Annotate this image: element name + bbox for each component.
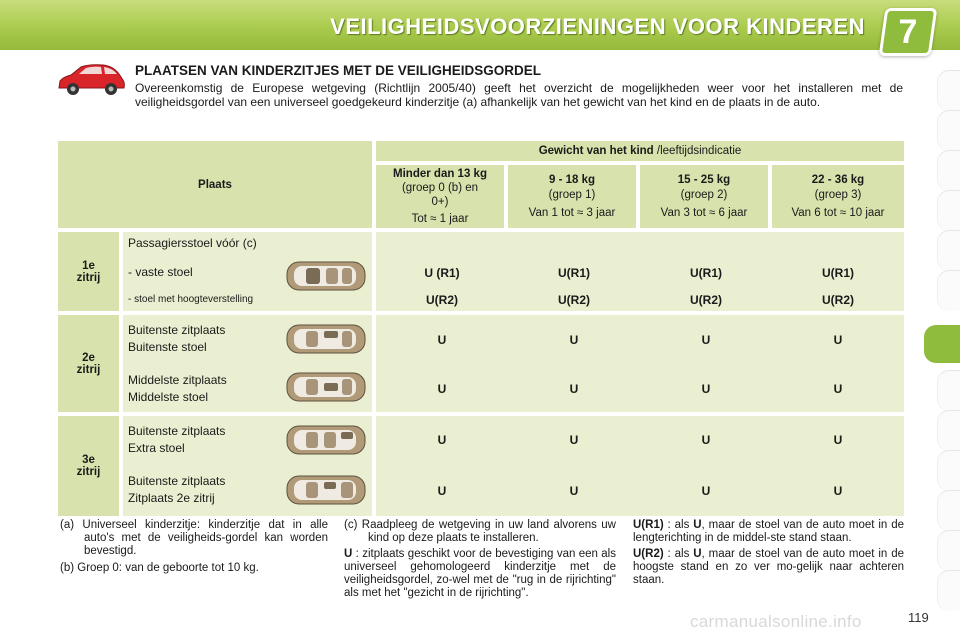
cell-value: U: [437, 433, 447, 447]
column-header-group0: [376, 165, 504, 228]
row-seats-1: [123, 232, 372, 311]
footnote-r2-text: , maar de stoel van de auto moet in de hoogste stand en zo ver mo-gelijk naar achteren staan.: [633, 548, 905, 586]
row-label-line: 3e: [82, 454, 95, 466]
footnote-r2: [633, 548, 904, 587]
cell-value: U: [833, 382, 843, 396]
footnote-r2-mid: : als: [663, 548, 694, 560]
cell-value: U: [569, 433, 579, 447]
footnote-u-term: U: [344, 548, 353, 560]
seat-position: Passagiersstoel vóór (c): [128, 236, 257, 250]
row-values-3: [376, 416, 904, 516]
chapter-tab[interactable]: [937, 490, 960, 531]
cell-value: U(R2): [690, 293, 722, 307]
footnote-r1-mid: : als: [663, 519, 694, 531]
cell-value: U: [701, 382, 711, 396]
seat-position: Buitenste zitplaats: [128, 323, 226, 337]
column-age: Tot ≈ 1 jaar: [411, 213, 469, 225]
seat-option: Buitenste stoel: [128, 340, 207, 354]
seat-position: Buitenste zitplaats: [128, 424, 226, 438]
cell-value: U(R1): [690, 266, 722, 280]
row-label-3: [58, 416, 119, 516]
chapter-tab[interactable]: [937, 370, 960, 411]
cell-value: U: [833, 484, 843, 498]
weight-header-normal: /leeftijdsindicatie: [653, 145, 742, 157]
column-group: (groep 2): [680, 188, 728, 201]
footnote-u-text: : zitplaats geschikt voor de bevestiging van een als universeel gehomologeerd kinderzitje met de veiligheidsgordel, zo-wel met de "rug in de rijrichting" als met het "gezicht in de rijrichting".: [344, 548, 616, 599]
cell-value: U(R1): [558, 266, 590, 280]
chapter-number: 7: [898, 13, 918, 51]
cell-value: U: [833, 333, 843, 347]
column-age: Van 3 tot ≈ 6 jaar: [660, 206, 748, 219]
car-side-icon: [55, 62, 127, 98]
cell-value: U: [701, 433, 711, 447]
cell-value: U(R2): [426, 293, 458, 307]
cell-value: U (R1): [424, 266, 460, 280]
column-group: (groep 0 (b) en 0+): [401, 182, 479, 208]
car-seat-topview-icon: [286, 472, 366, 508]
footnote-r1-term: U(R1): [633, 519, 664, 531]
car-seat-topview-icon: [286, 258, 366, 294]
cell-value: U: [437, 484, 447, 498]
chapter-tab[interactable]: [937, 190, 960, 231]
chapter-tab[interactable]: [937, 270, 960, 311]
column-weight: Minder dan 13 kg: [393, 168, 487, 180]
cell-value: U: [701, 484, 711, 498]
footnote-r1-text: , maar de stoel van de auto moet in de lengterichting in de middel-ste stand staan.: [633, 519, 905, 544]
chapter-tab[interactable]: [937, 150, 960, 191]
page-number: 119: [908, 610, 929, 625]
column-header-group2: [640, 165, 768, 228]
column-age: Van 6 tot ≈ 10 jaar: [791, 206, 885, 219]
row-label-line: zitrij: [76, 363, 101, 376]
column-weight: 22 - 36 kg: [811, 173, 865, 186]
watermark: carmanualsonline.info: [690, 612, 862, 631]
footnote-r1: [633, 519, 904, 545]
seat-option: Extra stoel: [128, 441, 185, 455]
cell-value: U(R2): [558, 293, 590, 307]
child-seat-table: [58, 141, 904, 516]
row-values-1: [376, 232, 904, 311]
cell-value: U: [437, 382, 447, 396]
row-values-2: [376, 315, 904, 412]
column-group: (groep 1): [548, 188, 596, 201]
chapter-tab[interactable]: [937, 110, 960, 151]
cell-value: U: [833, 433, 843, 447]
footnote-b: (b) Groep 0: van de geboorte tot 10 kg.: [60, 562, 259, 574]
row-label-line: 1e: [82, 259, 95, 272]
chapter-tab[interactable]: [937, 570, 960, 611]
seat-option: - vaste stoel: [128, 265, 193, 279]
column-weight: 15 - 25 kg: [677, 173, 731, 186]
row-label-line: zitrij: [76, 466, 101, 478]
chapter-tabs: [930, 70, 960, 630]
footnote-a: (a) Universeel kinderzitje: kinderzitje dat in alle auto's met de veiligheids-gordel kan worden bevestigd.: [60, 519, 328, 557]
intro-paragraph: Overeenkomstig de Europese wetgeving (Richtlijn 2005/40) geeft het overzicht de mogelijkheden weer voor het installeren met de veiligheidsgordel van een universeel goedgekeurd kinderzitje (a) afhankelijk van het gewicht van het kind en de plaats in de auto.: [135, 81, 903, 109]
weight-header-bold: Gewicht van het kind: [538, 145, 654, 157]
row-label-line: 2e: [82, 351, 95, 364]
seat-position: Middelste zitplaats: [128, 373, 227, 387]
column-weight: 9 - 18 kg: [548, 173, 596, 186]
chapter-badge: [879, 8, 938, 56]
footnote-column-2: [344, 519, 616, 600]
row-label-line: zitrij: [76, 271, 101, 284]
cell-value: U: [701, 333, 711, 347]
cell-value: U: [437, 333, 447, 347]
row-label-1: [58, 232, 119, 311]
footnote-c: (c) Raadpleeg de wetgeving in uw land alvorens uw kind op deze plaats te installeren.: [344, 519, 616, 544]
footnote-r2-term: U(R2): [633, 548, 664, 560]
chapter-tab-active[interactable]: [924, 325, 960, 363]
car-seat-topview-icon: [286, 321, 366, 357]
car-seat-topview-icon: [286, 369, 366, 405]
footnote-column-1: [60, 519, 328, 575]
footnote-column-3: [633, 519, 904, 587]
cell-value: U: [569, 382, 579, 396]
seat-position: Buitenste zitplaats: [128, 474, 226, 488]
car-seat-topview-icon: [286, 422, 366, 458]
cell-value: U: [569, 333, 579, 347]
seat-option: - stoel met hoogteverstelling: [128, 294, 254, 305]
chapter-tab[interactable]: [937, 70, 960, 111]
section-title: PLAATSEN VAN KINDERZITJES MET DE VEILIGHEIDSGORDEL: [135, 63, 542, 78]
chapter-tab[interactable]: [937, 410, 960, 451]
column-header-group3: [772, 165, 904, 228]
column-group: (groep 3): [814, 188, 862, 201]
chapter-tab[interactable]: [937, 530, 960, 571]
footnote-r1-u: U: [693, 519, 702, 531]
chapter-tab[interactable]: [937, 450, 960, 491]
header-bar: [0, 0, 960, 50]
chapter-tab[interactable]: [937, 230, 960, 271]
row-seats-3: [123, 416, 372, 516]
cell-value: U: [569, 484, 579, 498]
cell-value: U(R1): [822, 266, 854, 280]
weight-header: [376, 141, 904, 161]
place-header: Plaats: [58, 141, 372, 228]
row-label-2: [58, 315, 119, 412]
footnote-u: [344, 548, 616, 600]
column-header-group1: [508, 165, 636, 228]
seat-option: Middelste stoel: [128, 390, 209, 404]
cell-value: U(R2): [822, 293, 854, 307]
row-seats-2: [123, 315, 372, 412]
header-title: VEILIGHEIDSVOORZIENINGEN VOOR KINDEREN: [330, 14, 865, 39]
seat-option: Zitplaats 2e zitrij: [128, 491, 215, 505]
footnote-r2-u: U: [693, 548, 702, 560]
column-age: Van 1 tot ≈ 3 jaar: [528, 206, 616, 219]
